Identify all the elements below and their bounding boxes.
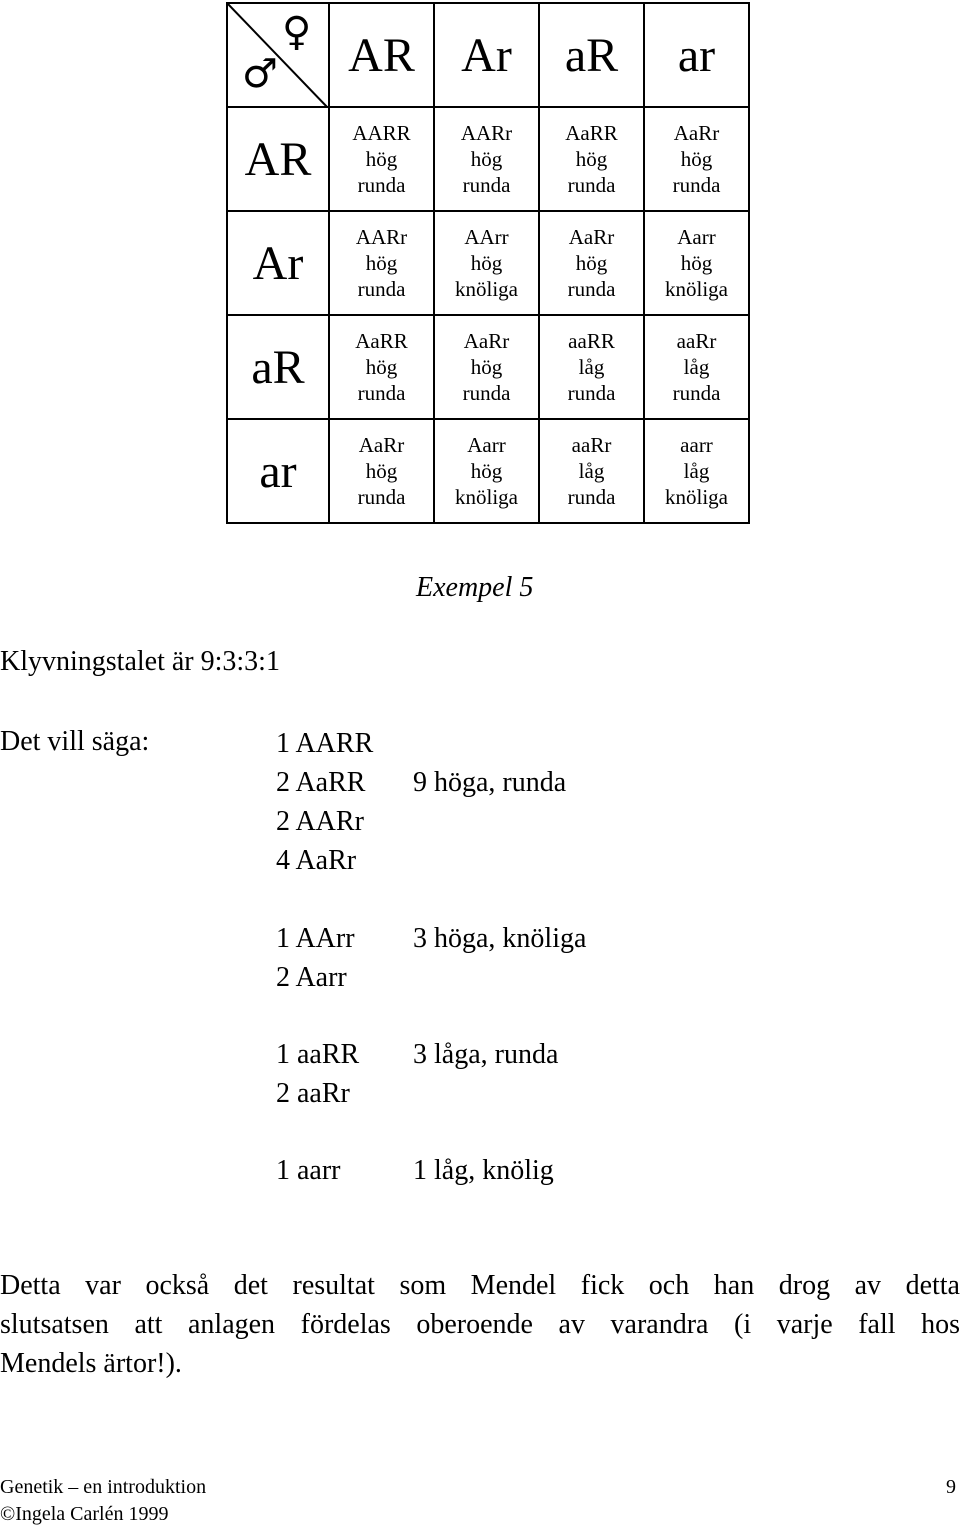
genotype-cell: aarr låg knöliga bbox=[644, 419, 749, 523]
genotype-line: 2 Aarr bbox=[276, 962, 347, 993]
row-header: AR bbox=[227, 107, 329, 211]
genotype-cell: AARr hög runda bbox=[434, 107, 539, 211]
column-header: ar bbox=[644, 3, 749, 107]
genotype-line: 2 AARr bbox=[276, 806, 364, 837]
genotype-cell: AaRR hög runda bbox=[329, 315, 434, 419]
genotype-cell: AaRr hög runda bbox=[329, 419, 434, 523]
punnett-row bbox=[227, 419, 749, 523]
genotype-cell: AARr hög runda bbox=[329, 211, 434, 315]
phenotype-summary-1: 9 höga, runda bbox=[413, 767, 567, 798]
paragraph-line: slutsatsen att anlagen fördelas oberoende av varandra (i varje fall hos bbox=[0, 1309, 960, 1340]
genotype-group-1 bbox=[276, 724, 373, 880]
corner-cell bbox=[227, 3, 329, 107]
genotype-group-4 bbox=[276, 1151, 341, 1190]
footer-copyright: ©Ingela Carlén 1999 bbox=[0, 1503, 169, 1525]
row-header: Ar bbox=[227, 211, 329, 315]
male-symbol-icon: ♂ bbox=[242, 51, 278, 97]
genotype-line: 4 AaRr bbox=[276, 845, 357, 876]
genotype-line: 2 aaRr bbox=[276, 1078, 350, 1109]
conclusion-paragraph bbox=[0, 1266, 960, 1383]
genotype-line: 1 AArr bbox=[276, 923, 355, 954]
phenotype-summary-2: 3 höga, knöliga bbox=[413, 923, 587, 954]
genotype-line: 2 AaRR bbox=[276, 767, 366, 798]
genotype-cell: AaRr hög runda bbox=[644, 107, 749, 211]
genotype-cell: aaRr låg runda bbox=[539, 419, 644, 523]
genotype-cell: AaRr hög runda bbox=[539, 211, 644, 315]
genotype-cell: aaRR låg runda bbox=[539, 315, 644, 419]
genotype-cell: aaRr låg runda bbox=[644, 315, 749, 419]
row-header: ar bbox=[227, 419, 329, 523]
genotype-cell: Aarr hög knöliga bbox=[644, 211, 749, 315]
phenotype-summary-3: 3 låga, runda bbox=[413, 1039, 559, 1070]
row-header: aR bbox=[227, 315, 329, 419]
segregation-ratio: Klyvningstalet är 9:3:3:1 bbox=[0, 646, 280, 677]
column-header: aR bbox=[539, 3, 644, 107]
genotype-line: 1 aaRR bbox=[276, 1039, 360, 1070]
page-number: 9 bbox=[946, 1476, 956, 1498]
figure-caption: Exempel 5 bbox=[416, 572, 534, 603]
phenotype-summary-4: 1 låg, knölig bbox=[413, 1155, 554, 1186]
det-vill-saga-label: Det vill säga: bbox=[0, 726, 150, 757]
genotype-group-3 bbox=[276, 1035, 359, 1113]
genotype-cell: AARR hög runda bbox=[329, 107, 434, 211]
genotype-line: 1 aarr bbox=[276, 1155, 341, 1186]
female-symbol-icon: ♀ bbox=[282, 9, 312, 55]
punnett-row bbox=[227, 315, 749, 419]
punnett-square bbox=[226, 2, 750, 524]
genotype-cell: AArr hög knöliga bbox=[434, 211, 539, 315]
column-header: AR bbox=[329, 3, 434, 107]
genotype-group-2 bbox=[276, 919, 355, 997]
genotype-cell: Aarr hög knöliga bbox=[434, 419, 539, 523]
genotype-cell: AaRR hög runda bbox=[539, 107, 644, 211]
punnett-row bbox=[227, 211, 749, 315]
footer-title: Genetik – en introduktion bbox=[0, 1476, 207, 1498]
paragraph-line: Detta var också det resultat som Mendel fick och han drog av detta bbox=[0, 1270, 960, 1301]
column-header: Ar bbox=[434, 3, 539, 107]
paragraph-line: Mendels ärtor!). bbox=[0, 1348, 182, 1379]
genotype-cell: AaRr hög runda bbox=[434, 315, 539, 419]
punnett-row bbox=[227, 107, 749, 211]
genotype-line: 1 AARR bbox=[276, 728, 374, 759]
